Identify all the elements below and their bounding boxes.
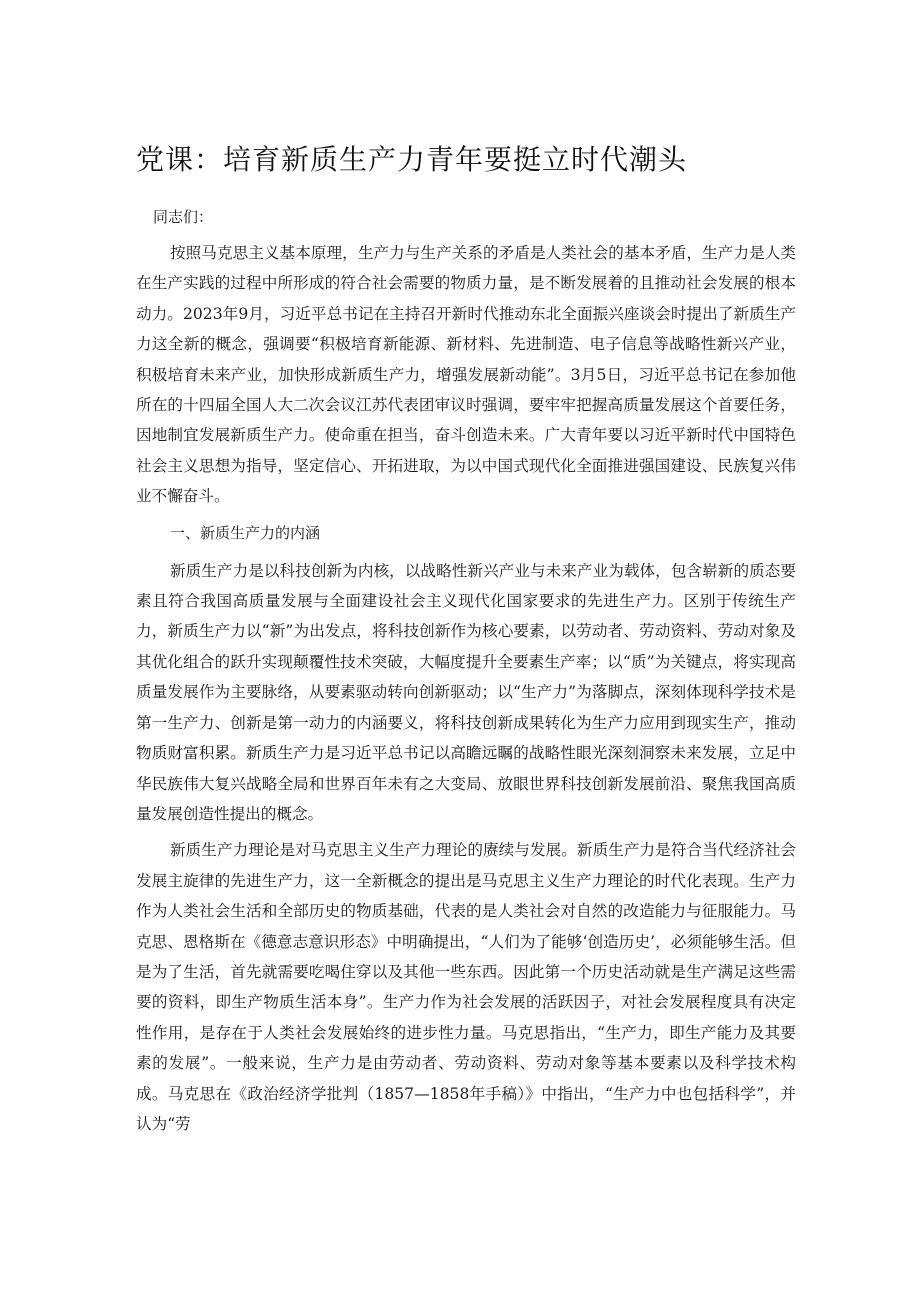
section-1-paragraph-1: 新质生产力是以科技创新为内核，以战略性新兴产业与未来产业为载体，包含崭新的质态要素且符合我国高质量发展与全面建设社会主义现代化国家要求的先进生产力。区别于传统生产力，新质生产力以“新”为出发点，将科技创新作为核心要素，以劳动者、劳动资料、劳动对象及其优化组合的跃升实现颠覆性技术突破，大幅度提升全要素生产率；以“质”为关键点，将实现高质量发展作为主要脉络，从要素驱动转向创新驱动；以“生产力”为落脚点，深刻体现科学技术是第一生产力、创新是第一动力的内涵要义，将科技创新成果转化为生产力应用到现实生产，推动物质财富积累。新质生产力是习近平总书记以高瞻远瞩的战略性眼光深刻洞察未来发展，立足中华民族伟大复兴战略全局和世界百年未有之大变局、放眼世界科技创新发展前沿、聚焦我国高质量发展创造性提出的概念。 (136, 561, 796, 823)
section-heading-1: 一、新质生产力的内涵 (170, 523, 321, 542)
document-body (136, 140, 796, 1145)
section-1-paragraph-2: 新质生产力理论是对马克思主义生产力理论的赓续与发展。新质生产力是符合当代经济社会发展主旋律的先进生产力，这一全新概念的提出是马克思主义生产力理论的时代化表现。生产力作为人类社会生活和全部历史的物质基础，代表的是人类社会对自然的改造能力与征服能力。马克思、恩格斯在《德意志意识形态》中明确提出，“人们为了能够‘创造历史’，必须能够生活。但是为了生活，首先就需要吃喝住穿以及其他一些东西。因此第一个历史活动就是生产满足这些需要的资料，即生产物质生活本身”。生产力作为社会发展的活跃因子，对社会发展程度具有决定性作用，是存在于人类社会发展始终的进步性力量。马克思指出，“生产力，即生产能力及其要素的发展”。一般来说，生产力是由劳动者、劳动资料、劳动对象等基本要素以及科学技术构成。马克思在《政治经济学批判（1857—1858年手稿）》中指出，“生产力中也包括科学”，并认为“劳 (136, 841, 796, 1133)
intro-paragraph: 按照马克思主义基本原理，生产力与生产关系的矛盾是人类社会的基本矛盾，生产力是人类在生产实践的过程中所形成的符合社会需要的物质力量，是不断发展着的且推动社会发展的根本动力。2023年9月，习近平总书记在主持召开新时代推动东北全面振兴座谈会时提出了新质生产力这全新的概念，强调要“积极培育新能源、新材料、先进制造、电子信息等战略性新兴产业，积极培育未来产业，加快形成新质生产力，增强发展新动能”。3月5日，习近平总书记在参加他所在的十四届全国人大二次会议江苏代表团审议时强调，要牢牢把握高质量发展这个首要任务，因地制宜发展新质生产力。使命重在担当，奋斗创造未来。广大青年要以习近平新时代中国特色社会主义思想为指导，坚定信心、开拓进取，为以中国式现代化全面推进强国建设、民族复兴伟业不懈奋斗。 (136, 244, 796, 506)
salutation: 同志们： (153, 208, 214, 226)
document-title: 党课：培育新质生产力青年要挺立时代潮头 (136, 143, 688, 176)
